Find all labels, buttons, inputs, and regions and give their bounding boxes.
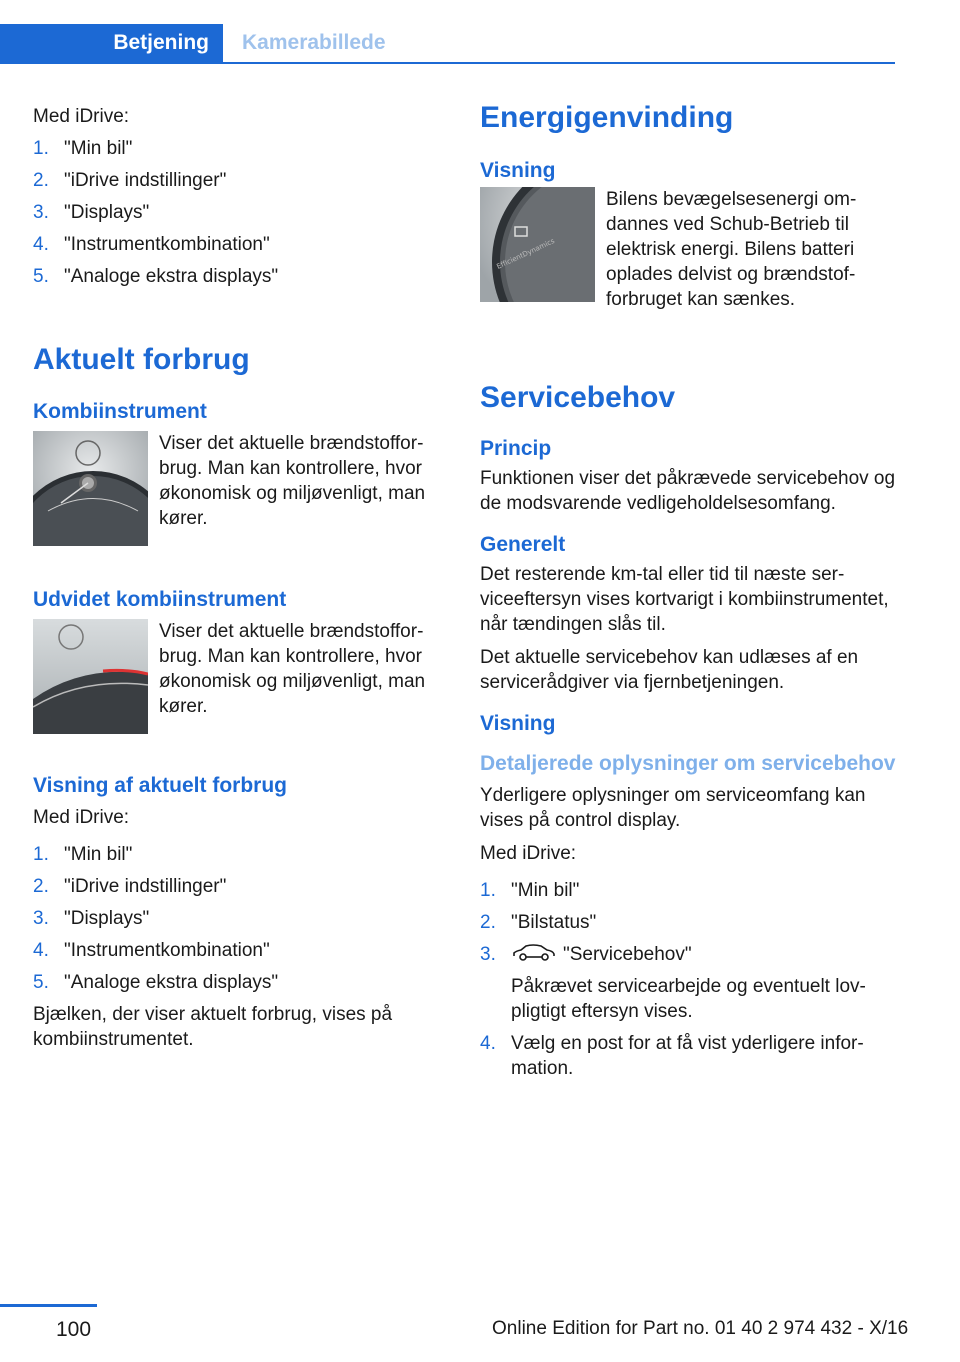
- page-header: [0, 24, 895, 64]
- gauge-image: [33, 431, 148, 546]
- subsection-title: Princip: [480, 437, 552, 460]
- gauge-image: [33, 619, 148, 734]
- section-title: Energigenvinding: [480, 101, 734, 134]
- list-item: 4. "Instrumentkombination": [33, 940, 270, 961]
- service-section: [480, 380, 900, 1088]
- svg-text:EfficientDynamics: EfficientDynamics: [495, 236, 556, 271]
- udvidet-section: [33, 587, 443, 719]
- list-item: 2. "iDrive indstillinger": [33, 170, 227, 191]
- intro-text: Med iDrive:: [480, 843, 577, 864]
- left-column: [33, 104, 443, 296]
- detail-text: Yderligere oplysninger om serviceomfang kan vises på control display.: [480, 785, 866, 831]
- list-item: 1. "Min bil": [480, 880, 580, 901]
- subsection-title: Kombiinstrument: [33, 400, 207, 423]
- aktuelt-forbrug-section: [33, 342, 443, 378]
- edition-text: Online Edition for Part no. 01 40 2 974 432 - X/16: [492, 1318, 909, 1339]
- list-item: 2. "Bilstatus": [480, 912, 597, 933]
- tab-label: Betjening: [113, 31, 209, 54]
- subsection-title: Udvidet kombiinstrument: [33, 588, 287, 611]
- subsubsection-title: Detaljerede oplysninger om servicebehov: [480, 752, 896, 775]
- list-item: 1. "Min bil": [33, 844, 133, 865]
- list-item: 2. "iDrive indstillinger": [33, 876, 227, 897]
- energi-description: Bilens bevægelsesenergi omdannes ved Schub-Betrieb til elektrisk energi. Bilens batteri oplades delvist og brændstofforbruget kan sænkes.: [606, 189, 857, 310]
- intro-text: Med iDrive:: [33, 106, 130, 127]
- steps-list-1: [33, 136, 443, 289]
- list-item: 1. "Min bil": [33, 138, 133, 159]
- efficient-dynamics-image: [480, 187, 595, 302]
- list-item: 5. "Analoge ekstra displays": [33, 972, 279, 993]
- car-service-icon: [511, 943, 557, 963]
- footer-rule: [0, 1304, 97, 1307]
- page-number: 100: [56, 1318, 92, 1341]
- tab-label: Kamerabillede: [242, 31, 386, 54]
- section-title: Aktuelt forbrug: [33, 343, 250, 376]
- list-item: 5. "Analoge ekstra displays": [33, 266, 279, 287]
- step-sub-text: Påkrævet servicearbejde og eventuelt lovpligtigt eftersyn vises.: [511, 976, 866, 1022]
- steps-list-3: [480, 878, 900, 1081]
- subsection-title: Visning af aktuelt forbrug: [33, 774, 287, 797]
- intro-text: Med iDrive:: [33, 807, 130, 828]
- list-item: 4. Vælg en post for at få vist yderligere information.: [480, 1033, 864, 1079]
- list-item: 3. "Displays": [33, 908, 150, 929]
- udvidet-description: Viser det aktuelle brændstofforbrug. Man kan kontrollere, hvor økonomisk og miljøvenligt, man kører.: [159, 621, 426, 717]
- closing-text: Bjælken, der viser aktuelt forbrug, vises på kombiinstrumentet.: [33, 1004, 393, 1050]
- section-title: Servicebehov: [480, 381, 676, 414]
- subsection-title: Generelt: [480, 533, 566, 556]
- list-item: 3. "Displays": [33, 202, 150, 223]
- visning-forbrug-section: [33, 773, 443, 1052]
- energi-section: [480, 100, 900, 312]
- subsection-title: Visning: [480, 712, 556, 735]
- generelt-text: Det resterende km-tal eller tid til næste serviceeftersyn vises kortvarigt i kombiinstrumentet, når tændingen slås til.: [480, 564, 889, 635]
- generelt-text: Det aktuelle servicebehov kan udlæses af en servicerådgiver via fjernbetjeningen.: [480, 647, 859, 693]
- list-item: 3. "Servicebehov" Påkrævet servicearbejde og eventuelt lovpligtigt eftersyn vises.: [480, 942, 900, 1024]
- kombi-section: [33, 399, 443, 531]
- princip-text: Funktionen viser det påkrævede servicebehov og de modsvarende vedligeholdelsesomfang.: [480, 468, 896, 514]
- kombi-description: Viser det aktuelle brændstofforbrug. Man kan kontrollere, hvor økonomisk og miljøvenligt, man kører.: [159, 433, 426, 529]
- tab-betjening[interactable]: [0, 24, 223, 62]
- subsection-title: Visning: [480, 159, 556, 182]
- tab-kamerabillede[interactable]: [242, 24, 386, 62]
- list-item: 4. "Instrumentkombination": [33, 234, 270, 255]
- steps-list-2: [33, 842, 443, 995]
